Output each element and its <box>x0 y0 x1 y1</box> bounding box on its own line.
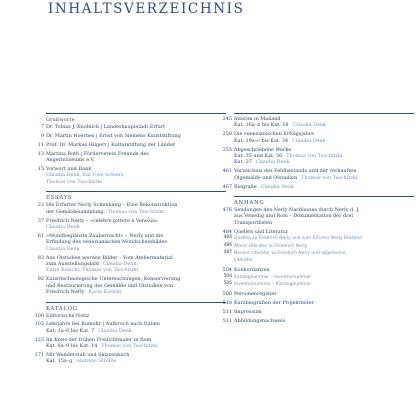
entry-line <box>234 281 414 288</box>
entry-line <box>46 179 226 185</box>
entry-title: Impressum <box>234 308 262 315</box>
entry-author: Karin Kosicki, Thomas von Taschitzki <box>46 267 139 274</box>
entry-author: Claudia Denk <box>46 245 80 252</box>
toc-entry <box>37 232 226 252</box>
toc-entry <box>37 276 226 296</box>
toc-entry <box>222 207 414 226</box>
toc-entry <box>222 291 414 298</box>
entry-author: Thomas von Taschitzki <box>46 178 103 185</box>
entry-author: Claudia Denk <box>260 183 295 190</box>
entry-line <box>234 274 414 281</box>
toc-list <box>37 124 226 185</box>
entry-title: Biografie <box>234 183 257 190</box>
entry-line <box>46 142 226 148</box>
entry-title: Mit Wanderstab und Skizzenbuch <box>46 352 130 359</box>
entry-line <box>46 313 226 319</box>
entry-title: Kat. 37 <box>234 159 252 166</box>
entry-title: Quellen und Literatur <box>234 228 289 235</box>
toc-list <box>222 116 414 190</box>
entry-title: Inventarnummer – Katalognummer <box>234 282 312 288</box>
entry-title: Kat. 35 und Kat. 36 <box>234 153 283 160</box>
page-number: 484 <box>222 228 232 235</box>
toc-entry <box>34 336 226 350</box>
entry-title: Dr. Tobias J. Knoblich | Landeshauptstadt Erfurt <box>46 124 166 130</box>
toc-entry <box>222 168 414 181</box>
entry-title: Editorische Notiz <box>46 312 90 319</box>
page-number: 92 <box>37 276 44 283</box>
entry-title: Neuere Literatur zu Friedrich Nerly und allgemeine <box>234 251 346 256</box>
page-number: 510 <box>222 299 232 306</box>
entry-title: Abgeschriebene Werke <box>234 146 292 153</box>
entry-line <box>234 309 414 315</box>
entry-line <box>46 358 226 364</box>
toc-entry <box>222 146 414 166</box>
entry-title: Martina Roth | Förderverein Freunde des <box>46 150 149 157</box>
entry-line <box>234 175 414 181</box>
divider <box>234 196 414 197</box>
page-number: 504 <box>222 267 232 274</box>
toc-entry <box>40 132 226 139</box>
page-number: 37 <box>37 217 44 224</box>
page-number: 11 <box>37 141 44 148</box>
entry-title: Kat. 16a–b bis Kat. 18 <box>234 122 289 129</box>
toc-entry <box>34 352 226 365</box>
page-title: INHALTSVERZEICHNIS <box>48 1 245 17</box>
toc-entry <box>37 254 226 274</box>
entry-title: Kat. 1a–6 bis Kat. 7 <box>46 327 95 334</box>
entry-author: Thomas von Taschitzki <box>107 208 164 215</box>
entry-line <box>234 138 414 144</box>
page-number: 123 <box>34 336 44 343</box>
entry-title: Im Kreis der frühen Freilichtmaler in Rom <box>46 336 152 343</box>
entry-author: Thomas von Taschitzki <box>101 343 158 350</box>
section-heading-katalog: KATALOG <box>46 305 78 312</box>
toc-right-column <box>222 113 414 324</box>
page-number: 484 <box>223 235 232 241</box>
entry-author: Claudia Denk, <box>102 261 138 267</box>
entry-line <box>234 300 414 306</box>
divider <box>46 113 226 114</box>
section-heading-grussworte: Grußworte <box>46 117 75 123</box>
toc-list <box>222 207 414 324</box>
page-number: 511 <box>222 317 232 324</box>
entry-title: Lehrjahre bei Rumohr | Aufbruch nach Italien <box>46 321 160 328</box>
entry-title: Erfindung des venezianischen Mondscheinbildes <box>46 239 168 246</box>
entry-title: »Mondbeglänzte Zaubernacht« – Nerly und die <box>46 232 164 239</box>
entry-title: Personenregister <box>234 291 277 298</box>
toc-entry <box>222 183 414 190</box>
page-number: 467 <box>222 183 232 190</box>
page-number: 23 <box>37 202 44 209</box>
page-number: 245 <box>222 116 232 122</box>
entry-author: Thomas von Taschitzki <box>301 174 358 181</box>
toc-entry <box>222 299 414 306</box>
page-number: 13 <box>37 150 44 157</box>
entry-line <box>46 328 226 334</box>
page-number: 7 <box>40 124 44 130</box>
toc-entry <box>37 217 226 231</box>
toc-entry <box>223 235 414 242</box>
entry-title: und Restaurierung der Gemälde und Ölstudien von <box>46 282 173 289</box>
entry-title: Kat. 19a–c bis Kat. 34 <box>234 137 289 144</box>
page-number: 508 <box>222 291 232 298</box>
toc-entry <box>37 166 226 185</box>
entry-line <box>46 124 226 130</box>
entry-line <box>234 318 414 324</box>
toc-entry <box>222 131 414 144</box>
entry-line <box>46 224 226 230</box>
page-number: 506 <box>223 281 232 287</box>
entry-line <box>46 133 226 139</box>
page-number: 61 <box>37 232 44 239</box>
entry-author: Andreas Stroble <box>76 358 117 365</box>
entry-title: Verzeichnis des Fehlbestands und der verkauften <box>234 168 357 175</box>
entry-title: Literatur <box>234 258 253 264</box>
toc-list <box>37 202 226 296</box>
page-number: 259 <box>222 131 232 138</box>
page-number: 476 <box>222 207 232 214</box>
toc-entry <box>34 321 226 334</box>
page-number: 504 <box>223 273 232 279</box>
entry-line <box>46 246 226 252</box>
toc-entry <box>223 250 414 265</box>
entry-line <box>234 243 414 250</box>
entry-title: Interim in Mailand <box>234 116 281 122</box>
section-heading-essays: ESSAYS <box>46 195 73 202</box>
toc-list <box>34 312 226 365</box>
entry-title: Aus Ölstudien werden Bilder – Vom Ateliermaterial <box>46 254 173 261</box>
entry-title: Die Erfurter Nerly Schenkung – Eine Rekonstruktion <box>46 202 178 209</box>
entry-author: Claudia Denk <box>98 327 132 334</box>
entry-author: Claudia Denk <box>46 223 80 230</box>
page-number: 9 <box>40 132 44 139</box>
entry-title: Vorwort und Dank <box>46 166 92 173</box>
toc-entry <box>37 141 226 148</box>
toc-entry <box>222 308 414 315</box>
toc-entry <box>34 312 226 319</box>
entry-line <box>234 159 414 165</box>
entry-author: Thomas von Taschitzki <box>286 153 343 160</box>
toc-entry <box>223 273 414 281</box>
entry-title: Transportlisten <box>234 219 273 226</box>
entry-line <box>46 209 226 215</box>
page-number: 171 <box>34 352 44 359</box>
entry-title: Friedrich Nerly <box>46 289 85 296</box>
toc-entry <box>37 202 226 215</box>
entry-line <box>234 291 414 297</box>
entry-line <box>234 250 414 257</box>
page-number: 486 <box>223 242 232 248</box>
entry-title: Quellen zu Friedrich Nerly und zum Erfurter Nerly Bestand <box>234 236 362 242</box>
entry-line <box>46 157 226 163</box>
entry-title: Die venezianischen Erfolgsjahre <box>234 131 315 138</box>
entry-title: zum Ausstellungsbild <box>46 261 99 267</box>
entry-title: Dr. Martin Hoernes | Ernst von Siemens Kunststiftung <box>46 132 181 139</box>
entry-line <box>234 184 414 190</box>
toc-entry <box>40 124 226 130</box>
entry-author: Claudia Denk <box>292 137 326 144</box>
entry-line <box>234 235 414 242</box>
entry-author: Karin Kosicki <box>88 289 122 296</box>
entry-title: Kurzbiografien der Projektteiter <box>234 299 314 306</box>
entry-author: Claudia Denk <box>292 122 327 129</box>
entry-title: Sendungen des Nerly Nachlasses durch Nerly d. J. <box>234 207 360 214</box>
entry-title: Kat. 8a–9 bis Kat. 14 <box>46 343 98 350</box>
entry-line <box>46 343 226 349</box>
entry-title: Angermuseums e.V. <box>46 157 95 164</box>
toc-entry <box>223 281 414 288</box>
entry-author: Claudia Denk <box>255 159 290 166</box>
entry-line <box>234 122 414 128</box>
entry-title: der Gemäldesammlung <box>46 208 104 215</box>
toc-entry <box>223 242 414 250</box>
page-number: 83 <box>37 254 44 261</box>
page-number: 15 <box>37 166 44 173</box>
entry-title: Kunsttechnologische Untersuchungen, Konservierung <box>46 276 181 283</box>
divider <box>46 302 226 303</box>
entry-title: Ölgemälde und Ölstudien <box>234 174 298 181</box>
section-heading-anhang: ANHANG <box>234 200 265 207</box>
page-number: 511 <box>222 308 232 315</box>
entry-line <box>234 257 414 264</box>
entry-line <box>46 267 226 273</box>
divider <box>46 191 226 192</box>
page-number: 487 <box>223 250 232 255</box>
entry-title: aus Venedig und Rom – Dokumentation der drei <box>234 213 353 220</box>
toc-entry <box>37 150 226 164</box>
toc-left-column <box>34 113 226 365</box>
entry-author: Claudia Denk, Kai Uwe Schierz, <box>46 172 126 179</box>
entry-title: Ältere Literatur zu Friedrich Nerly <box>234 243 308 249</box>
entry-title: Kat. 15a–g <box>46 358 73 365</box>
entry-title: Katalognummer – Inventarnummer <box>234 274 312 280</box>
entry-title: Abbildungsnachweis <box>234 317 286 324</box>
page-number: 103 <box>34 321 44 328</box>
toc-entry <box>222 317 414 324</box>
entry-title: Prof. Dr. Markus Hilgert | Kulturstiftung der Länder <box>46 141 176 148</box>
page-number: 355 <box>222 146 232 153</box>
entry-line <box>46 289 226 295</box>
page-number: 100 <box>34 312 44 319</box>
entry-title: Friedrich Nerly – »celebre pittore a Venezia« <box>46 217 158 224</box>
entry-title: Konkordanzen <box>234 267 270 274</box>
entry-line <box>234 220 414 226</box>
page-number: 461 <box>222 168 232 175</box>
toc-entry <box>222 116 414 129</box>
